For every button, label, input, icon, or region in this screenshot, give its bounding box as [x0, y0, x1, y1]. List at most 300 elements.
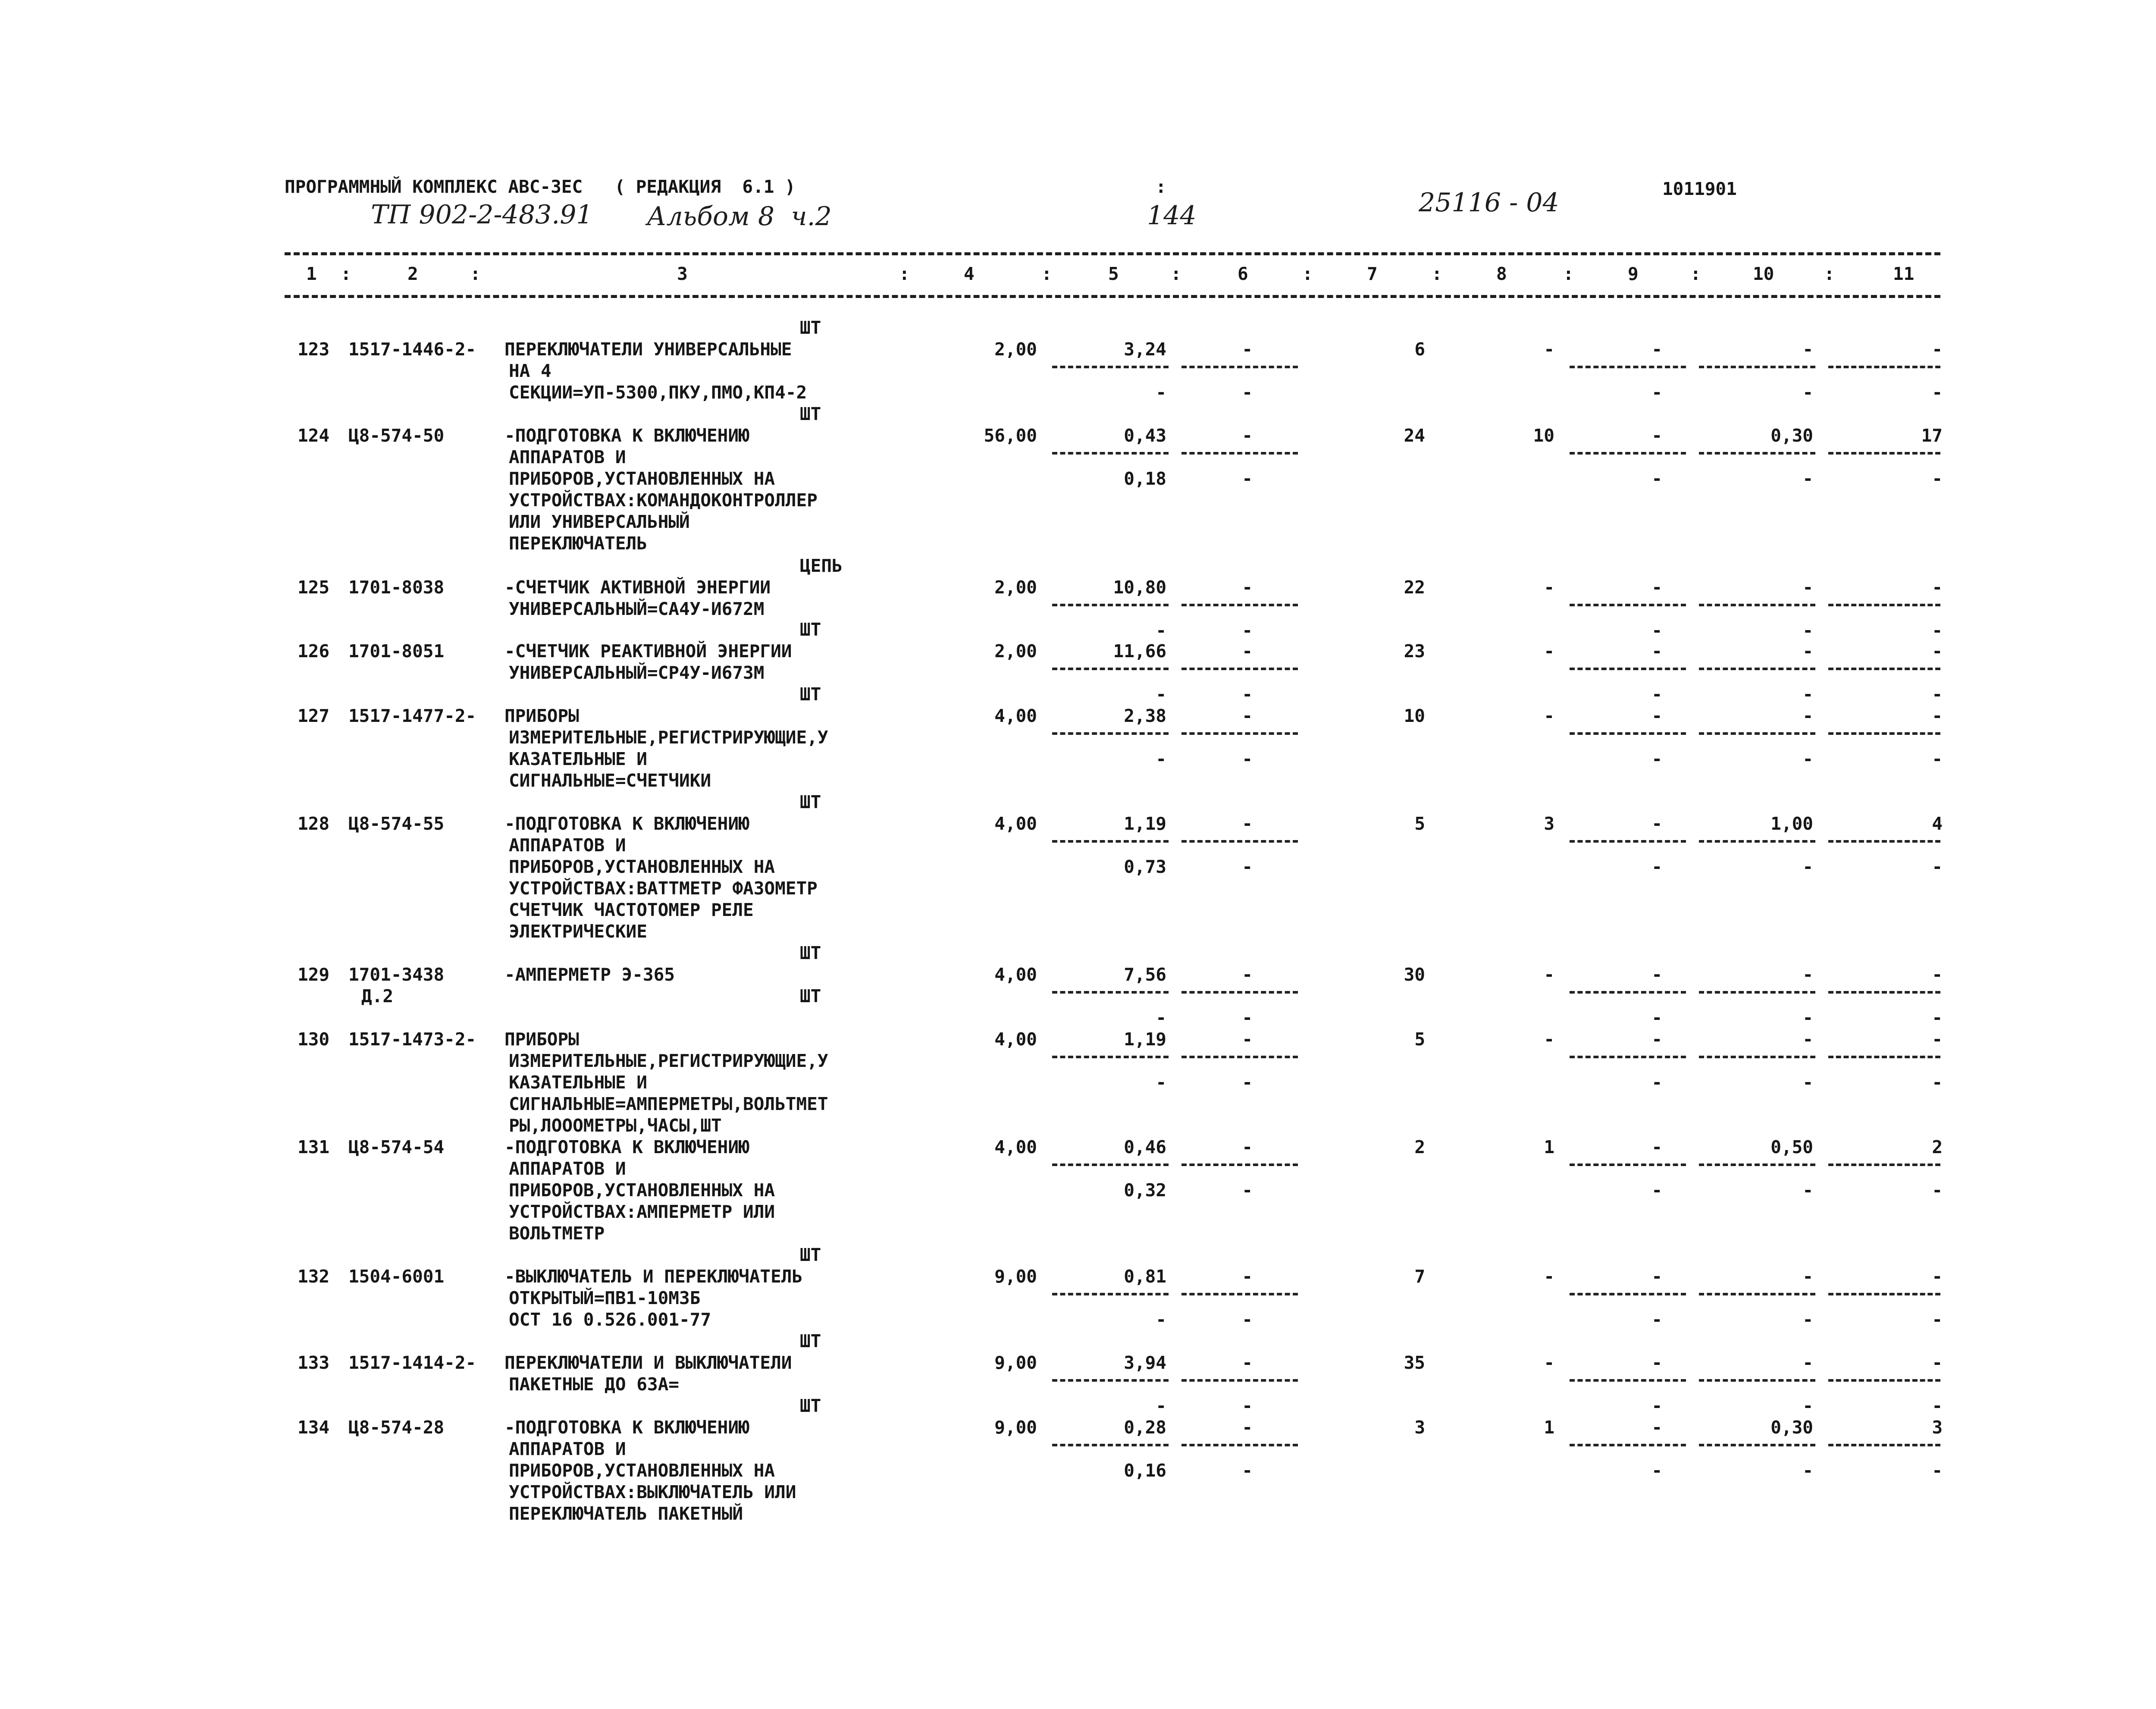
column-header-2: 2 [407, 263, 418, 284]
cell-col4: 9,00 [994, 1266, 1037, 1287]
cell-col5: 1,19 [1124, 1029, 1166, 1050]
cell-col11-secondary: - [1932, 1309, 1943, 1330]
cell-col9: - [1651, 706, 1662, 726]
separator-line [1828, 991, 1940, 994]
separator-line [1181, 1293, 1298, 1295]
cell-col10-secondary: - [1802, 749, 1813, 769]
cell-col5-secondary: - [1156, 620, 1166, 641]
description-line: ОТКРЫТЫЙ=ПВ1-10М3Б [509, 1288, 701, 1308]
description-line: ПРИБОРОВ,УСТАНОВЛЕННЫХ НА [509, 468, 775, 489]
cell-col10: - [1802, 1029, 1813, 1050]
unit-label: ШТ [800, 317, 821, 338]
cell-col5: 0,28 [1124, 1417, 1166, 1438]
cell-col11: - [1932, 964, 1943, 985]
norm-code: 1701-8051 [348, 641, 445, 662]
unit-label: ЦЕПЬ [800, 555, 843, 576]
cell-col10: 0,50 [1771, 1137, 1813, 1157]
cell-col5: 7,56 [1124, 964, 1166, 985]
cell-col5-secondary: 0,73 [1124, 856, 1166, 877]
unit-label: ШТ [800, 792, 821, 812]
cell-col8: 3 [1544, 813, 1554, 834]
separator-line [1699, 1163, 1815, 1166]
cell-col11: - [1932, 1352, 1943, 1373]
cell-col8: - [1544, 339, 1554, 360]
unit-label: ШТ [800, 684, 821, 705]
unit-label: ШТ [800, 986, 821, 1007]
cell-col11: 17 [1921, 425, 1943, 446]
description-line: ПРИБОРОВ,УСТАНОВЛЕННЫХ НА [509, 1180, 775, 1201]
cell-col6-secondary: - [1242, 1395, 1253, 1416]
cell-col9: - [1651, 1266, 1662, 1287]
cell-col10: - [1802, 577, 1813, 598]
separator-line [1052, 452, 1169, 455]
separator-line [1570, 604, 1686, 606]
separator-line [1828, 604, 1940, 606]
unit-label: ШТ [800, 404, 821, 424]
unit-label: ШТ [800, 1331, 821, 1352]
cell-col4: 4,00 [994, 1137, 1037, 1157]
cell-col8: 10 [1533, 425, 1554, 446]
cell-col9-secondary: - [1651, 1395, 1662, 1416]
cell-col10: - [1802, 641, 1813, 662]
row-number: 133 [298, 1352, 330, 1373]
cell-col7: 30 [1404, 964, 1425, 985]
document-code: 1011901 [1662, 179, 1737, 199]
handwritten-sheet-number: 25116 - 04 [1419, 188, 1559, 218]
row-number: 128 [298, 813, 330, 834]
norm-code: 1701-3438 [348, 964, 445, 985]
column-header-11: 11 [1893, 263, 1915, 284]
cell-col5-secondary: - [1156, 1395, 1166, 1416]
separator-line [1570, 732, 1686, 735]
separator-line [1052, 732, 1169, 735]
cell-col4: 4,00 [994, 813, 1037, 834]
separator-line [1052, 1444, 1169, 1446]
cell-col6-secondary: - [1242, 856, 1253, 877]
separator-line [1828, 840, 1940, 843]
unit-label: ШТ [800, 619, 821, 640]
cell-col10: - [1802, 964, 1813, 985]
separator-line [1181, 840, 1298, 843]
column-divider: : [899, 263, 910, 284]
column-header-4: 4 [964, 263, 975, 284]
separator-line [1052, 991, 1169, 994]
cell-col5: 10,80 [1113, 577, 1166, 598]
description-line: ПЕРЕКЛЮЧАТЕЛЬ [509, 533, 647, 554]
separator-line [1699, 1293, 1815, 1295]
handwritten-project-number: ТП 902-2-483.91 [371, 200, 593, 230]
cell-col9-secondary: - [1651, 620, 1662, 641]
cell-col4: 2,00 [994, 641, 1037, 662]
description-line: КАЗАТЕЛЬНЫЕ И [509, 749, 647, 769]
separator-line [1570, 366, 1686, 368]
separator-line [1052, 1293, 1169, 1295]
description-line: КАЗАТЕЛЬНЫЕ И [509, 1072, 647, 1093]
norm-code: Ц8-574-55 [348, 813, 445, 834]
handwritten-page-number: 144 [1147, 201, 1197, 231]
column-divider: : [1302, 263, 1313, 284]
description-line: СИГНАЛЬНЫЕ=СЧЕТЧИКИ [509, 770, 711, 791]
separator-line [1828, 1379, 1940, 1382]
description-line: АППАРАТОВ И [509, 1158, 626, 1179]
description-line: АППАРАТОВ И [509, 835, 626, 856]
separator-line [1699, 1379, 1815, 1382]
cell-col6-secondary: - [1242, 684, 1253, 705]
separator-line [1570, 452, 1686, 455]
separator-line [1699, 840, 1815, 843]
cell-col10: - [1802, 1352, 1813, 1373]
row-number: 123 [298, 339, 330, 360]
cell-col11-secondary: - [1932, 749, 1943, 769]
separator-line [1570, 1056, 1686, 1058]
description-line: АППАРАТОВ И [509, 447, 626, 467]
cell-col9-secondary: - [1651, 382, 1662, 403]
cell-col4: 2,00 [994, 577, 1037, 598]
separator-line [1052, 840, 1169, 843]
description-line: -ПОДГОТОВКА К ВКЛЮЧЕНИЮ [505, 813, 749, 834]
separator-line [1570, 840, 1686, 843]
unit-label: ШТ [800, 943, 821, 963]
norm-code: 1517-1446-2- [348, 339, 476, 360]
cell-col9: - [1651, 1352, 1662, 1373]
cell-col5-secondary: 0,32 [1124, 1180, 1166, 1201]
cell-col11: - [1932, 641, 1943, 662]
cell-col6: - [1242, 425, 1253, 446]
separator-line [1570, 1444, 1686, 1446]
description-line: -ПОДГОТОВКА К ВКЛЮЧЕНИЮ [505, 1137, 749, 1157]
cell-col5: 3,94 [1124, 1352, 1166, 1373]
separator-line [1699, 366, 1815, 368]
separator-line [1181, 1444, 1298, 1446]
column-header-6: 6 [1238, 263, 1248, 284]
separator-line [1828, 1444, 1940, 1446]
description-line: УНИВЕРСАЛЬНЫЙ=СА4У-И672М [509, 599, 765, 619]
cell-col6: - [1242, 706, 1253, 726]
cell-col8: - [1544, 964, 1554, 985]
column-header-1: 1 [306, 263, 317, 284]
cell-col11: - [1932, 1029, 1943, 1050]
norm-code: 1517-1414-2- [348, 1352, 476, 1373]
description-line: ПЕРЕКЛЮЧАТЕЛИ И ВЫКЛЮЧАТЕЛИ [505, 1352, 792, 1373]
cell-col11-secondary: - [1932, 856, 1943, 877]
header-colon: : [1156, 176, 1166, 197]
cell-col9-secondary: - [1651, 1180, 1662, 1201]
column-divider: : [470, 263, 481, 284]
cell-col10: - [1802, 1266, 1813, 1287]
cell-col11: - [1932, 577, 1943, 598]
cell-col8: - [1544, 706, 1554, 726]
cell-col9-secondary: - [1651, 1007, 1662, 1028]
separator-line [1828, 1293, 1940, 1295]
cell-col7: 3 [1414, 1417, 1425, 1438]
cell-col6-secondary: - [1242, 382, 1253, 403]
cell-col5-secondary: - [1156, 749, 1166, 769]
header-rule-bottom [285, 295, 1940, 298]
cell-col11-secondary: - [1932, 1395, 1943, 1416]
description-line: АППАРАТОВ И [509, 1439, 626, 1459]
program-title: ПРОГРАММНЫЙ КОМПЛЕКС АВС-3ЕС ( РЕДАКЦИЯ 6.1 ) [285, 176, 796, 197]
separator-line [1699, 991, 1815, 994]
description-line: СЧЕТЧИК ЧАСТОТОМЕР РЕЛЕ [509, 900, 754, 920]
norm-code: 1517-1477-2- [348, 706, 476, 726]
separator-line [1181, 1056, 1298, 1058]
row-number: 127 [298, 706, 330, 726]
description-line: -СЧЕТЧИК РЕАКТИВНОЙ ЭНЕРГИИ [505, 641, 792, 662]
row-number: 124 [298, 425, 330, 446]
cell-col4: 4,00 [994, 964, 1037, 985]
cell-col11-secondary: - [1932, 1460, 1943, 1481]
separator-line [1828, 732, 1940, 735]
cell-col5-secondary: - [1156, 684, 1166, 705]
cell-col11: - [1932, 1266, 1943, 1287]
description-line: ВОЛЬТМЕТР [509, 1223, 605, 1244]
separator-line [1699, 452, 1815, 455]
separator-line [1181, 991, 1298, 994]
column-header-3: 3 [677, 263, 688, 284]
cell-col10-secondary: - [1802, 620, 1813, 641]
separator-line [1181, 732, 1298, 735]
column-divider: : [1563, 263, 1574, 284]
cell-col9-secondary: - [1651, 468, 1662, 489]
column-header-5: 5 [1108, 263, 1119, 284]
separator-line [1181, 1379, 1298, 1382]
cell-col9: - [1651, 1417, 1662, 1438]
description-line: ИЛИ УНИВЕРСАЛЬНЫЙ [509, 511, 690, 532]
unit-label: ШТ [800, 1245, 821, 1265]
separator-line [1052, 1163, 1169, 1166]
separator-line [1828, 366, 1940, 368]
description-line: -ВЫКЛЮЧАТЕЛЬ И ПЕРЕКЛЮЧАТЕЛЬ [505, 1266, 803, 1287]
cell-col5-secondary: - [1156, 1309, 1166, 1330]
description-line: -ПОДГОТОВКА К ВКЛЮЧЕНИЮ [505, 1417, 749, 1438]
norm-code: 1517-1473-2- [348, 1029, 476, 1050]
separator-line [1570, 1163, 1686, 1166]
cell-col11: - [1932, 339, 1943, 360]
cell-col4: 4,00 [994, 1029, 1037, 1050]
cell-col9-secondary: - [1651, 1460, 1662, 1481]
cell-col9: - [1651, 813, 1662, 834]
unit-label: ШТ [800, 1395, 821, 1416]
column-header-9: 9 [1628, 263, 1639, 284]
cell-col7: 5 [1414, 813, 1425, 834]
separator-line [1699, 668, 1815, 670]
cell-col7: 35 [1404, 1352, 1425, 1373]
column-header-8: 8 [1496, 263, 1507, 284]
cell-col10: - [1802, 339, 1813, 360]
description-line: СИГНАЛЬНЫЕ=АМПЕРМЕТРЫ,ВОЛЬТМЕТ [509, 1094, 828, 1114]
cell-col4: 4,00 [994, 706, 1037, 726]
cell-col6: - [1242, 1352, 1253, 1373]
separator-line [1052, 1056, 1169, 1058]
cell-col10-secondary: - [1802, 856, 1813, 877]
cell-col6-secondary: - [1242, 620, 1253, 641]
description-line: УНИВЕРСАЛЬНЫЙ=СР4У-И673М [509, 662, 765, 683]
separator-line [1181, 366, 1298, 368]
column-divider: : [1041, 263, 1052, 284]
norm-code: 1504-6001 [348, 1266, 445, 1287]
cell-col9-secondary: - [1651, 749, 1662, 769]
cell-col8: - [1544, 1266, 1554, 1287]
description-line: ПЕРЕКЛЮЧАТЕЛИ УНИВЕРСАЛЬНЫЕ [505, 339, 792, 360]
row-number: 125 [298, 577, 330, 598]
description-line: СЕКЦИИ=УП-5300,ПКУ,ПМО,КП4-2 [509, 382, 807, 403]
cell-col11-secondary: - [1932, 684, 1943, 705]
handwritten-album: Альбом 8 ч.2 [647, 201, 832, 232]
description-line: РЫ,ЛОООМЕТРЫ,ЧАСЫ,ШТ [509, 1115, 722, 1136]
cell-col10-secondary: - [1802, 684, 1813, 705]
norm-code: Ц8-574-28 [348, 1417, 445, 1438]
cell-col4: 9,00 [994, 1352, 1037, 1373]
norm-code: Ц8-574-50 [348, 425, 445, 446]
separator-line [1828, 452, 1940, 455]
cell-col6: - [1242, 1417, 1253, 1438]
separator-line [1699, 1444, 1815, 1446]
cell-col10: 0,30 [1771, 1417, 1813, 1438]
norm-code: Ц8-574-54 [348, 1137, 445, 1157]
description-line: УСТРОЙСТВАХ:ВЫКЛЮЧАТЕЛЬ ИЛИ [509, 1482, 796, 1502]
separator-line [1570, 991, 1686, 994]
cell-col8: 1 [1544, 1137, 1554, 1157]
description-line: ПРИБОРЫ [505, 1029, 579, 1050]
row-number: 126 [298, 641, 330, 662]
cell-col5: 0,43 [1124, 425, 1166, 446]
cell-col5: 11,66 [1113, 641, 1166, 662]
cell-col6-secondary: - [1242, 1309, 1253, 1330]
cell-col4: 2,00 [994, 339, 1037, 360]
cell-col10-secondary: - [1802, 1180, 1813, 1201]
separator-line [1052, 1379, 1169, 1382]
cell-col11: 2 [1932, 1137, 1943, 1157]
cell-col11-secondary: - [1932, 620, 1943, 641]
cell-col11: 3 [1932, 1417, 1943, 1438]
column-divider: : [341, 263, 351, 284]
column-divider: : [1432, 263, 1442, 284]
cell-col10-secondary: - [1802, 1395, 1813, 1416]
cell-col5-secondary: 0,16 [1124, 1460, 1166, 1481]
cell-col6: - [1242, 1137, 1253, 1157]
separator-line [1181, 1163, 1298, 1166]
separator-line [1181, 604, 1298, 606]
row-number: 129 [298, 964, 330, 985]
column-header-10: 10 [1753, 263, 1774, 284]
cell-col6-secondary: - [1242, 1072, 1253, 1093]
separator-line [1699, 1056, 1815, 1058]
cell-col9-secondary: - [1651, 1072, 1662, 1093]
cell-col11-secondary: - [1932, 468, 1943, 489]
separator-line [1828, 1056, 1940, 1058]
cell-col10-secondary: - [1802, 1460, 1813, 1481]
separator-line [1570, 1379, 1686, 1382]
cell-col6-secondary: - [1242, 1460, 1253, 1481]
separator-line [1570, 668, 1686, 670]
cell-col9: - [1651, 577, 1662, 598]
cell-col7: 22 [1404, 577, 1425, 598]
cell-col7: 2 [1414, 1137, 1425, 1157]
cell-col6: - [1242, 641, 1253, 662]
norm-code-suffix: Д.2 [361, 986, 394, 1007]
cell-col11-secondary: - [1932, 1180, 1943, 1201]
cell-col6-secondary: - [1242, 749, 1253, 769]
cell-col10-secondary: - [1802, 1007, 1813, 1028]
cell-col6: - [1242, 1029, 1253, 1050]
cell-col7: 5 [1414, 1029, 1425, 1050]
cell-col9: - [1651, 641, 1662, 662]
separator-line [1570, 1293, 1686, 1295]
cell-col10: 0,30 [1771, 425, 1813, 446]
column-divider: : [1171, 263, 1181, 284]
cell-col6-secondary: - [1242, 1007, 1253, 1028]
cell-col11-secondary: - [1932, 382, 1943, 403]
description-line: ИЗМЕРИТЕЛЬНЫЕ,РЕГИСТРИРУЮЩИЕ,У [509, 727, 828, 748]
column-divider: : [1824, 263, 1835, 284]
cell-col5-secondary: - [1156, 1007, 1166, 1028]
description-line: УСТРОЙСТВАХ:АМПЕРМЕТР ИЛИ [509, 1201, 775, 1222]
cell-col9: - [1651, 339, 1662, 360]
description-line: УСТРОЙСТВАХ:КОМАНДОКОНТРОЛЛЕР [509, 490, 818, 511]
separator-line [1052, 366, 1169, 368]
cell-col10: 1,00 [1771, 813, 1813, 834]
cell-col4: 9,00 [994, 1417, 1037, 1438]
description-line: ПРИБОРОВ,УСТАНОВЛЕННЫХ НА [509, 1460, 775, 1481]
column-header-7: 7 [1367, 263, 1378, 284]
description-line: ПЕРЕКЛЮЧАТЕЛЬ ПАКЕТНЫЙ [509, 1503, 743, 1524]
separator-line [1699, 604, 1815, 606]
norm-code: 1701-8038 [348, 577, 445, 598]
separator-line [1828, 1163, 1940, 1166]
cell-col11-secondary: - [1932, 1072, 1943, 1093]
cell-col10-secondary: - [1802, 1072, 1813, 1093]
description-line: -АМПЕРМЕТР Э-365 [505, 964, 675, 985]
cell-col6-secondary: - [1242, 1180, 1253, 1201]
cell-col9-secondary: - [1651, 1309, 1662, 1330]
cell-col5: 0,46 [1124, 1137, 1166, 1157]
cell-col7: 23 [1404, 641, 1425, 662]
cell-col9: - [1651, 1029, 1662, 1050]
row-number: 131 [298, 1137, 330, 1157]
cell-col5-secondary: - [1156, 382, 1166, 403]
description-line: -ПОДГОТОВКА К ВКЛЮЧЕНИЮ [505, 425, 749, 446]
cell-col6-secondary: - [1242, 468, 1253, 489]
cell-col6: - [1242, 577, 1253, 598]
description-line: УСТРОЙСТВАХ:ВАТТМЕТР ФАЗОМЕТР [509, 878, 818, 899]
cell-col10-secondary: - [1802, 1309, 1813, 1330]
separator-line [1699, 732, 1815, 735]
cell-col5: 0,81 [1124, 1266, 1166, 1287]
cell-col11: - [1932, 706, 1943, 726]
cell-col7: 10 [1404, 706, 1425, 726]
cell-col5: 3,24 [1124, 339, 1166, 360]
cell-col9: - [1651, 425, 1662, 446]
cell-col7: 6 [1414, 339, 1425, 360]
separator-line [1052, 668, 1169, 670]
cell-col10-secondary: - [1802, 468, 1813, 489]
cell-col7: 7 [1414, 1266, 1425, 1287]
separator-line [1181, 452, 1298, 455]
cell-col6: - [1242, 964, 1253, 985]
cell-col10: - [1802, 706, 1813, 726]
cell-col7: 24 [1404, 425, 1425, 446]
cell-col5: 1,19 [1124, 813, 1166, 834]
cell-col8: 1 [1544, 1417, 1554, 1438]
row-number: 130 [298, 1029, 330, 1050]
cell-col5-secondary: - [1156, 1072, 1166, 1093]
cell-col8: - [1544, 1352, 1554, 1373]
cell-col9-secondary: - [1651, 856, 1662, 877]
description-line: ИЗМЕРИТЕЛЬНЫЕ,РЕГИСТРИРУЮЩИЕ,У [509, 1050, 828, 1071]
header-rule-top [285, 252, 1940, 255]
description-line: ПРИБОРОВ,УСТАНОВЛЕННЫХ НА [509, 856, 775, 877]
cell-col5-secondary: 0,18 [1124, 468, 1166, 489]
